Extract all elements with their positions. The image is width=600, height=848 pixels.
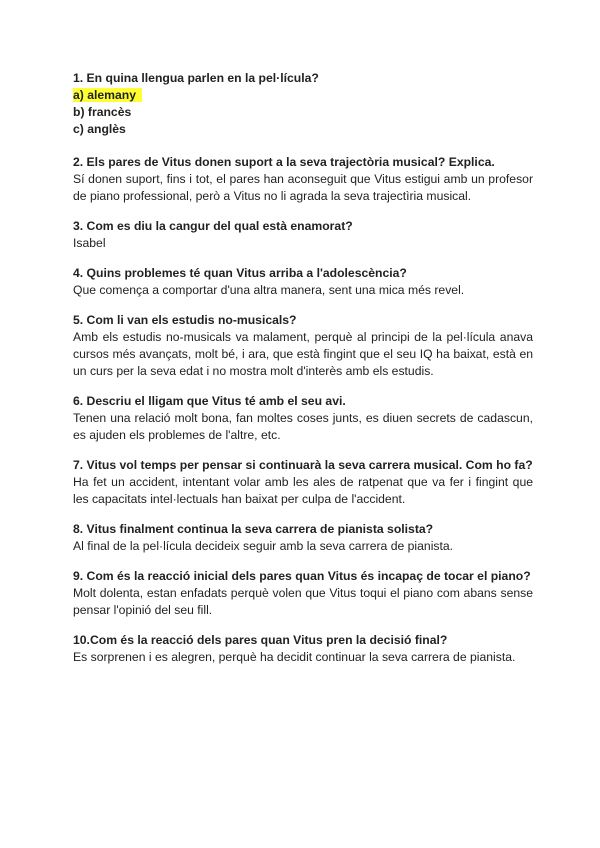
answer-text: Isabel bbox=[73, 236, 106, 250]
question-10 bbox=[73, 632, 533, 666]
question-5 bbox=[73, 312, 533, 380]
question-6 bbox=[73, 393, 533, 444]
question-title: 6. Descriu el lligam que Vitus té amb el seu avi. bbox=[73, 394, 346, 408]
question-title: 4. Quins problemes té quan Vitus arriba a l'adolescència? bbox=[73, 266, 407, 280]
answer-text: Molt dolenta, estan enfadats perquè volen que Vitus toqui el piano com abans sense pensar l'opinió del seu fill. bbox=[73, 586, 533, 617]
answer-text: Sí donen suport, fins i tot, el pares han aconseguit que Vitus estigui amb un profesor de piano professional, però a Vitus no li agrada la seva trajectìria musical. bbox=[73, 172, 533, 203]
option-highlight: a) alemany bbox=[73, 88, 142, 102]
answer-text: Es sorprenen i es alegren, perquè ha decidit continuar la seva carrera de pianista. bbox=[73, 650, 516, 664]
document-page bbox=[73, 70, 533, 679]
answer-text: Amb els estudis no-musicals va malament, perquè al principi de la pel·lícula anava cursos més avançats, molt bé, i ara, que està fingint que el seu IQ ha baixat, està en un curs per la seva edat i no mostra molt d'interès amb els estudis. bbox=[73, 330, 533, 378]
option-c: c) anglès bbox=[73, 122, 126, 136]
question-2 bbox=[73, 154, 533, 205]
question-8 bbox=[73, 521, 533, 555]
option-b: b) francès bbox=[73, 105, 132, 119]
question-title: 7. Vitus vol temps per pensar si continuarà la seva carrera musical. Com ho fa? bbox=[73, 458, 533, 472]
question-title: 2. Els pares de Vitus donen suport a la seva trajectòria musical? Explica. bbox=[73, 155, 495, 169]
question-4 bbox=[73, 265, 533, 299]
answer-text: Al final de la pel·lícula decideix seguir amb la seva carrera de pianista. bbox=[73, 539, 454, 553]
answer-text: Tenen una relació molt bona, fan moltes coses junts, es diuen secrets de cadascun, es ajuden els problemes de l'altre, etc. bbox=[73, 411, 533, 442]
question-7 bbox=[73, 457, 533, 508]
question-title: 10.Com és la reacció dels pares quan Vitus pren la decisió final? bbox=[73, 633, 448, 647]
question-1 bbox=[73, 70, 533, 138]
question-3 bbox=[73, 218, 533, 252]
question-title: 9. Com és la reacció inicial dels pares quan Vitus és incapaç de tocar el piano? bbox=[73, 569, 531, 583]
question-title: 1. En quina llengua parlen en la pel·lícula? bbox=[73, 71, 319, 85]
question-title: 5. Com li van els estudis no-musicals? bbox=[73, 313, 297, 327]
question-9 bbox=[73, 568, 533, 619]
answer-text: Que comença a comportar d'una altra manera, sent una mica més revel. bbox=[73, 283, 465, 297]
question-title: 3. Com es diu la cangur del qual està enamorat? bbox=[73, 219, 353, 233]
question-title: 8. Vitus finalment continua la seva carrera de pianista solista? bbox=[73, 522, 434, 536]
answer-text: Ha fet un accident, intentant volar amb les ales de ratpenat que va fer i fingint que les capacitats intel·lectuals han baixat per culpa de l'accident. bbox=[73, 475, 533, 506]
option-a-selected bbox=[73, 87, 533, 104]
